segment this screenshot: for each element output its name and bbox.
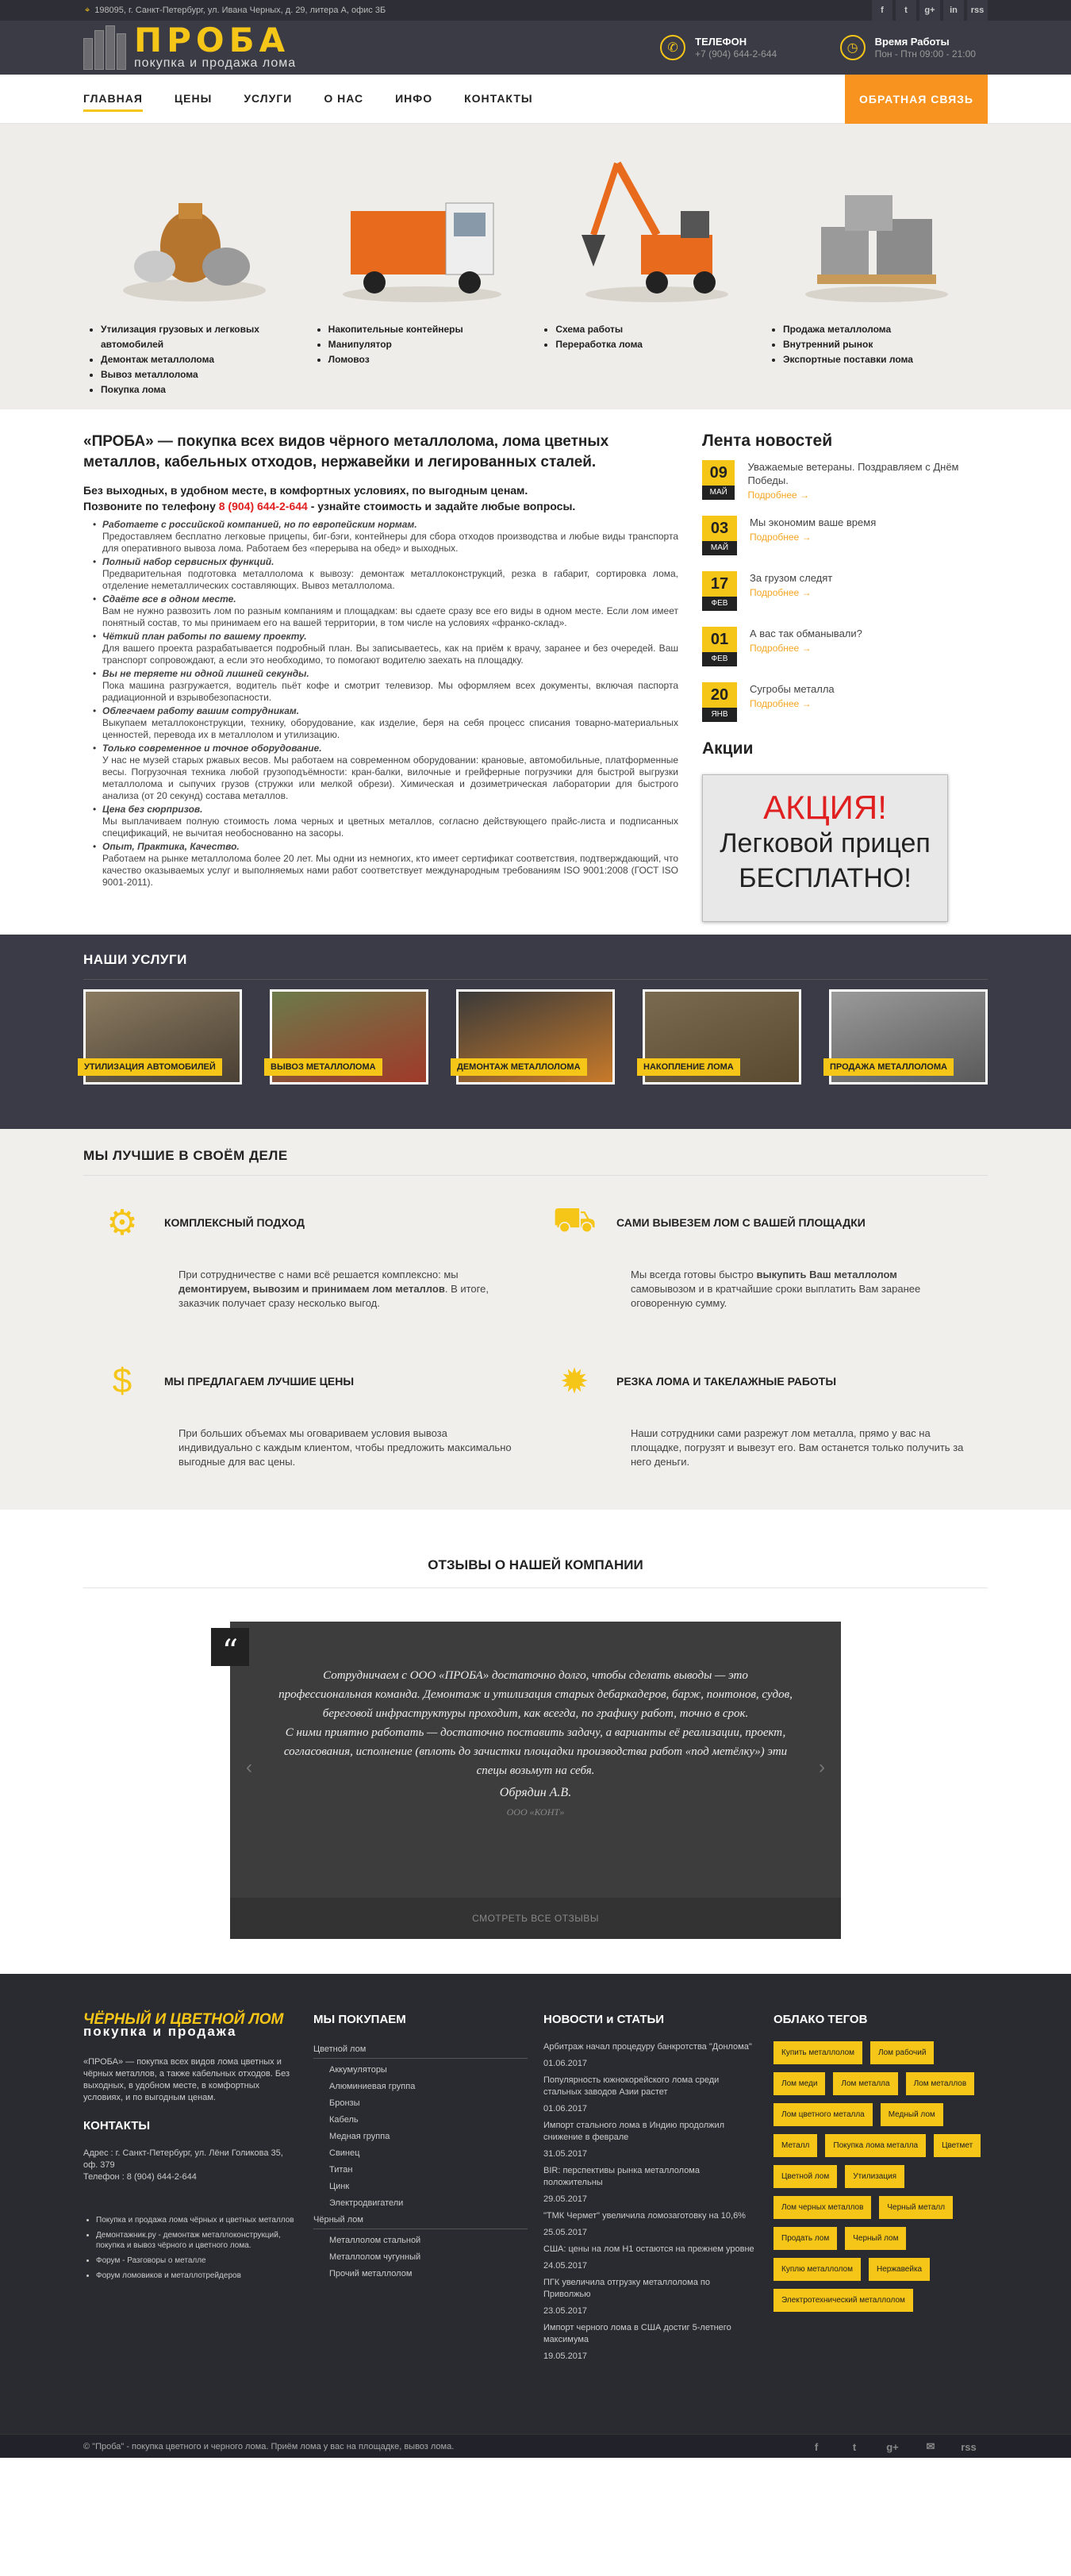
news-month: ФЕВ: [702, 652, 737, 666]
news-month: ФЕВ: [702, 597, 737, 611]
phone-icon: ✆: [660, 35, 685, 60]
footer-news-item[interactable]: [543, 2322, 758, 2363]
feature-desc: Работаем на рынке металлолома более 20 лет. Мы одни из немногих, кто имеет сертификат соответствия, подтверждающий, что качество оказываемых услуг и выполняемых нами работ соответствует международным требованиям ISO 9001:2008 (ГОСТ ISO 9001-2011).: [102, 853, 678, 888]
buy-category[interactable]: Чёрный лом: [313, 2212, 528, 2229]
news-more-link[interactable]: Подробнее →: [750, 698, 812, 709]
buy-item[interactable]: Металлолом стальной: [329, 2236, 421, 2245]
best-item-text: [631, 1426, 964, 1469]
tag[interactable]: Черный металл: [879, 2196, 953, 2219]
lead-phone[interactable]: 8 (904) 644-2-644: [218, 500, 308, 513]
footer-buy: [313, 2014, 528, 2367]
feature-desc: Пока машина разгружается, водитель пьёт кофе и смотрит телевизор. Мы оформляем всех документы, включая паспорта радиационной и взрывобезопасности.: [102, 680, 678, 703]
best-text-part: самовывозом и в кратчайшие сроки выплатить Вам заранее оговоренную сумму.: [631, 1283, 921, 1309]
service-card[interactable]: [456, 989, 615, 1085]
best-grid: [83, 1200, 988, 1517]
sidebar: [702, 432, 988, 922]
service-label: ПРОДАЖА МЕТАЛЛОЛОМА: [823, 1058, 954, 1076]
best-item: [536, 1358, 988, 1517]
services-section: [0, 935, 1071, 1129]
footer-news-date: 19.05.2017: [543, 2351, 588, 2361]
address-text: 198095, г. Санкт-Петербург, ул. Ивана Черных, д. 29, литера А, офис 3Б: [94, 6, 386, 15]
best-text-part: Мы всегда готовы быстро: [631, 1269, 757, 1280]
news-item[interactable]: [702, 460, 988, 501]
main-content: [83, 432, 678, 922]
google-plus-icon[interactable]: g+: [919, 0, 940, 21]
tag[interactable]: Купить металлолом: [774, 2041, 862, 2064]
features-list: [83, 519, 678, 889]
hero-link[interactable]: • Накопительные контейнеры: [328, 322, 533, 337]
feature-title: • Только современное и точное оборудование.: [102, 743, 322, 754]
linkedin-icon[interactable]: in: [943, 0, 964, 21]
lead-text: [83, 482, 678, 514]
footer-news-date: 29.05.2017: [543, 2194, 588, 2204]
pallets-image: [766, 140, 988, 306]
best-item-text: [178, 1426, 512, 1469]
main-nav: [0, 75, 1071, 124]
hero-link[interactable]: • Утилизация грузовых и легковых автомобилей: [101, 322, 305, 352]
best-section: [0, 1129, 1071, 1510]
saw-icon: ✹: [559, 1361, 589, 1401]
main-section: [0, 409, 1071, 922]
topbar: [0, 0, 1071, 21]
nav-prices[interactable]: ЦЕНЫ: [174, 91, 213, 105]
footer-news-title: НОВОСТИ и СТАТЬИ: [543, 2013, 665, 2026]
google-plus-icon[interactable]: g+: [886, 2440, 899, 2453]
nav-services[interactable]: УСЛУГИ: [244, 91, 293, 105]
services-row: [83, 989, 988, 1085]
best-item-text: [178, 1268, 512, 1311]
footer-tags: [774, 2014, 988, 2367]
best-text-part: При сотрудничестве с нами всё решается комплексно: мы: [178, 1269, 459, 1280]
footer-news-item[interactable]: [543, 2244, 758, 2272]
best-text-part: При больших объемах мы оговариваем условия вывоза индивидуально с каждым клиентом, чтобы предложить максимально выгодные для вас цены.: [178, 1427, 512, 1468]
buy-item[interactable]: Свинец: [329, 2148, 360, 2158]
footer-news-item[interactable]: [543, 2165, 758, 2206]
tag[interactable]: Лом рабочий: [870, 2041, 934, 2064]
footer-about-text: «ПРОБА» — покупка всех видов лома цветных и чёрных металлов, а также кабельных отходов. Без выходных, в удобном месте, в комфортных условиях, и по выгодным ценам.: [83, 2057, 290, 2102]
review-text: [230, 1622, 841, 1822]
hero-link[interactable]: • Ломовоз: [328, 352, 533, 367]
feature-desc: У нас не музей старых ржавых весов. Мы работаем на современном оборудовании: крановые, автомобильные, платформенные весы. Погрузочная техника любой грузоподъёмности: кран-балки, вилочные и грейферные погрузчики для быстрой выгрузки металлолома и сыпучих грузов (стружки или мелкой обрези). Химическая и дозиметрическая лаборатории для быстрого анализа (от 20 секунд) состава металлов.: [102, 754, 678, 801]
tag-cloud: [774, 2041, 988, 2312]
news-text: Уважаемые ветераны. Поздравляем с Днём Победы.: [747, 461, 959, 486]
promo-line-2: Легковой прицеп: [720, 828, 931, 858]
feature-title: • Сдаёте все в одном месте.: [102, 593, 236, 605]
facebook-icon[interactable]: f: [872, 0, 892, 21]
hero-link[interactable]: • Демонтаж металлолома: [101, 352, 305, 367]
footer-news-text: "ТМК Чермет" увеличила ломозаготовку на 10,6%: [543, 2211, 746, 2221]
tag[interactable]: Лом цветного металла: [774, 2103, 873, 2126]
best-text-bold: демонтируем, вывозим и принимаем лом металлов: [178, 1283, 445, 1295]
tag[interactable]: Покупка лома металла: [825, 2134, 926, 2157]
promo-line-1: АКЦИЯ!: [763, 789, 887, 826]
footer-news-item[interactable]: [543, 2041, 758, 2070]
footer-logo-sub: покупка и продажа: [83, 2024, 237, 2039]
footer-buy-title: МЫ ПОКУПАЕМ: [313, 2013, 406, 2026]
review-slider: [221, 1622, 841, 1939]
best-text-part: Наши сотрудники сами разрежут лом металла, прямо у вас на площадке, погрузят и вывезут его. Вам останется только получить за него деньги.: [631, 1427, 964, 1468]
clock-icon: ◷: [840, 35, 866, 60]
feature-title: • Полный набор сервисных функций.: [102, 556, 274, 567]
site-logo[interactable]: [83, 21, 660, 71]
news-text: Сугробы металла: [750, 683, 835, 695]
topbar-social: [872, 0, 988, 21]
tag[interactable]: Нержавейка: [869, 2258, 930, 2281]
header-phone: [660, 35, 808, 60]
news-month: МАЙ: [702, 541, 737, 555]
feature-desc: Предоставляем бесплатно легковые прицепы, биг-бэги, контейнеры для сбора отходов производства и любые виды транспорта для оперативного вывоза лома. Работаем без «перерыва на обед» и выходных.: [102, 531, 678, 554]
footer-social: [797, 2435, 988, 2459]
topbar-address: [83, 6, 386, 16]
hours-value: Пон - Птн 09:00 - 21:00: [874, 48, 976, 60]
buy-item[interactable]: Бронзы: [329, 2098, 360, 2108]
best-item: [536, 1200, 988, 1358]
buy-item[interactable]: Кабель: [329, 2115, 359, 2125]
footer-news-date: 31.05.2017: [543, 2149, 588, 2159]
excavator-image: [538, 140, 760, 306]
footer-links: [83, 2215, 298, 2281]
dollar-icon: $: [112, 1361, 132, 1400]
best-text-bold: выкупить Ваш металлолом: [756, 1269, 897, 1280]
news-text: Мы экономим ваше время: [750, 516, 877, 528]
tag[interactable]: Металл: [774, 2134, 817, 2157]
news-more-link[interactable]: Подробнее →: [750, 532, 812, 543]
best-text-part: . В итоге, заказчик получает сразу несколько выгод.: [178, 1283, 489, 1309]
buy-item[interactable]: Электродвигатели: [329, 2198, 404, 2208]
footer-news-date: 24.05.2017: [543, 2261, 588, 2271]
footer-news-text: Арбитраж начал процедуру банкротства "Донлома": [543, 2042, 752, 2052]
feature-item: [102, 743, 678, 802]
tag[interactable]: Лом черных металлов: [774, 2196, 871, 2219]
buy-item[interactable]: Металлолом чугунный: [329, 2252, 421, 2262]
logo-bars-icon: [83, 25, 126, 70]
footer-link[interactable]: • Покупка и продажа лома чёрных и цветных металлов: [96, 2215, 298, 2225]
footer-news-text: США: цены на лом Н1 остаются на прежнем уровне: [543, 2244, 754, 2254]
feature-desc: Предварительная подготовка металлолома к вывозу: демонтаж металлоконструкций, резка в габарит, сортировка лома, отделение неметаллических составляющих. Вывоз металлолома.: [102, 568, 678, 591]
best-title: МЫ ЛУЧШИЕ В СВОЁМ ДЕЛЕ: [83, 1148, 988, 1176]
feature-title: • Чёткий план работы по вашему проекту.: [102, 631, 307, 642]
news-more-link[interactable]: Подробнее →: [750, 643, 812, 654]
feature-desc: Выкупаем металлоконструкции, технику, оборудование, как изделие, беря на себя процесс списания товарно-материальных ценностей, перевода их в металлолом и утилизацию.: [102, 717, 678, 740]
news-day: 20: [702, 682, 737, 708]
footer-contacts-title: КОНТАКТЫ: [83, 2119, 151, 2133]
footer: [0, 1974, 1071, 2434]
quote-icon: “: [211, 1628, 249, 1666]
feature-title: • Облегчаем работу вашим сотрудникам.: [102, 705, 300, 716]
feature-item: [102, 556, 678, 592]
buy-item[interactable]: Прочий металлолом: [329, 2269, 413, 2278]
hero-link[interactable]: • Продажа металлолома: [783, 322, 988, 337]
tag[interactable]: Лом меди: [774, 2072, 825, 2095]
buy-item[interactable]: Аккумуляторы: [329, 2065, 387, 2075]
news-more-link[interactable]: Подробнее →: [747, 489, 810, 501]
service-label: ВЫВОЗ МЕТАЛЛОЛОМА: [264, 1058, 382, 1076]
tag[interactable]: Цветной лом: [774, 2165, 837, 2188]
news-day: 03: [702, 516, 737, 541]
news-text: А вас так обманывали?: [750, 628, 862, 639]
service-card[interactable]: [270, 989, 428, 1085]
feature-desc: Мы выплачиваем полную стоимость лома черных и цветных металлов, согласно действующего прайс-листа и подписанных спецификаций, не вычитая необоснованно на засоры.: [102, 816, 678, 839]
footer-link[interactable]: • Форум ломовиков и металлотрейдеров: [96, 2271, 298, 2281]
news-day: 01: [702, 627, 737, 652]
tag[interactable]: Цветмет: [934, 2134, 981, 2157]
footer-phone[interactable]: Телефон : 8 (904) 644-2-644: [83, 2172, 197, 2182]
all-reviews-button[interactable]: СМОТРЕТЬ ВСЕ ОТЗЫВЫ: [230, 1898, 841, 1939]
buy-category[interactable]: Цветной лом: [313, 2041, 528, 2059]
news-item[interactable]: [702, 682, 988, 724]
page-title: «ПРОБА» — покупка всех видов чёрного металлолома, лома цветных металлов, кабельных отходов, нержавейки и легированных сталей.: [83, 433, 609, 470]
logo-subtitle: покупка и продажа лома: [134, 56, 297, 70]
footer-news-text: ПГК увеличила отгрузку металлолома по Приволжью: [543, 2278, 710, 2299]
buy-item[interactable]: Алюминиевая группа: [329, 2082, 416, 2091]
footer-news-item[interactable]: [543, 2210, 758, 2239]
footer-news-date: 01.06.2017: [543, 2059, 588, 2068]
promo-title: Акции: [702, 739, 754, 758]
footer-news: [543, 2014, 758, 2367]
crane-truck-icon: ⛟: [552, 1200, 597, 1239]
review-company: ООО «КОНТ»: [506, 1806, 565, 1818]
news-month: ЯНВ: [702, 708, 737, 722]
review-author: Обрядин А.В.: [499, 1786, 572, 1799]
logo-title: ПРОБА: [134, 21, 290, 60]
feature-desc: Для вашего проекта разрабатывается подробный план. Вы записываетесь, как на приём к врачу, заранее и без очередей. Ваш транспорт сопровождают, а если это необходимо, то помогают водителю заехать на площадку.: [102, 643, 678, 666]
service-label: НАКОПЛЕНИЕ ЛОМА: [637, 1058, 740, 1076]
feature-title: • Работаете с российской компанией, но по европейским нормам.: [102, 519, 417, 530]
menu: [83, 87, 845, 112]
lead-ask-text: - узнайте стоимость и задайте любые вопросы.: [307, 500, 576, 513]
feature-item: [102, 593, 678, 629]
tag[interactable]: Медный лом: [881, 2103, 943, 2126]
tag[interactable]: Продать лом: [774, 2227, 837, 2250]
rss-icon[interactable]: rss: [967, 0, 988, 21]
feature-item: [102, 804, 678, 839]
feature-title: • Вы не теряете ни одной лишней секунды.: [102, 668, 309, 679]
truck-image: [311, 140, 533, 306]
lead-line-1: Без выходных, в удобном месте, в комфортных условиях, по выгодным ценам.: [83, 484, 528, 497]
feature-title: • Опыт, Практика, Качество.: [102, 841, 240, 852]
footer-news-item[interactable]: [543, 2277, 758, 2317]
hero-link[interactable]: • Покупка лома: [101, 382, 305, 397]
footer-news-date: 01.06.2017: [543, 2104, 588, 2113]
header-hours: [840, 35, 988, 60]
news-item[interactable]: [702, 571, 988, 612]
service-label: УТИЛИЗАЦИЯ АВТОМОБИЛЕЙ: [78, 1058, 222, 1076]
footer-news-item[interactable]: [543, 2120, 758, 2160]
lead-call-text: Позвоните по телефону: [83, 500, 219, 513]
hero-link[interactable]: • Внутренний рынок: [783, 337, 988, 352]
best-item-title: РЕЗКА ЛОМА И ТАКЕЛАЖНЫЕ РАБОТЫ: [616, 1375, 837, 1388]
feature-item: [102, 519, 678, 555]
hero-col-1: [83, 140, 305, 397]
footer-tags-title: ОБЛАКО ТЕГОВ: [774, 2013, 868, 2026]
feedback-button[interactable]: ОБРАТНАЯ СВЯЗЬ: [845, 75, 988, 124]
footer-link[interactable]: • Форум - Разговоры о металле: [96, 2255, 298, 2266]
footer-link[interactable]: • Демонтажник.ру - демонтаж металлоконструкций, покупка и вывоз чёрного и цветного лома.: [96, 2230, 298, 2251]
service-card[interactable]: [83, 989, 242, 1085]
service-card[interactable]: [829, 989, 988, 1085]
buy-item[interactable]: Цинк: [329, 2182, 350, 2191]
tag[interactable]: Куплю металлолом: [774, 2258, 861, 2281]
service-card[interactable]: [643, 989, 801, 1085]
mail-icon[interactable]: ✉: [926, 2440, 935, 2452]
footer-bottom: [0, 2434, 1071, 2458]
nav-info[interactable]: ИНФО: [395, 91, 433, 105]
hero-link[interactable]: • Переработка лома: [555, 337, 760, 352]
copyright: © "Проба" - покупка цветного и черного лома. Приём лома у вас на площадке, вывоз лома.: [83, 2442, 455, 2451]
hero: [0, 124, 1071, 409]
hero-link[interactable]: • Схема работы: [555, 322, 760, 337]
promo-banner[interactable]: [702, 774, 948, 922]
phone-label: ТЕЛЕФОН: [695, 36, 747, 48]
feature-item: [102, 668, 678, 704]
phone-number[interactable]: +7 (904) 644-2-644: [695, 48, 777, 60]
news-item[interactable]: [702, 627, 988, 668]
rss-icon[interactable]: rss: [961, 2440, 977, 2453]
promo-line-3: БЕСПЛАТНО!: [739, 863, 912, 893]
footer-news-text: Популярность южнокорейского лома среди стальных заводов Азии растет: [543, 2075, 720, 2097]
news-item[interactable]: [702, 516, 988, 557]
best-item: [83, 1200, 536, 1358]
next-arrow-icon[interactable]: ›: [819, 1756, 825, 1778]
footer-news-text: Импорт стального лома в Индию продолжил снижение в феврале: [543, 2121, 725, 2142]
best-item-text: [631, 1268, 964, 1311]
tag[interactable]: Лом металлов: [906, 2072, 975, 2095]
news-month: МАЙ: [702, 486, 735, 500]
footer-news-text: Импорт черного лома в США достиг 5-летнего максимума: [543, 2323, 731, 2344]
best-item-title: САМИ ВЫВЕЗЕМ ЛОМ С ВАШЕЙ ПЛОЩАДКИ: [616, 1216, 866, 1229]
tag[interactable]: Электротехнический металлолом: [774, 2289, 913, 2312]
tag[interactable]: Утилизация: [845, 2165, 904, 2188]
samovar-scrap-image: [83, 140, 305, 306]
footer-news-text: BIR: перспективы рынка металлолома положительны: [543, 2166, 700, 2187]
buy-item[interactable]: Медная группа: [329, 2132, 390, 2141]
twitter-icon[interactable]: t: [852, 2440, 857, 2453]
tag[interactable]: Лом металла: [833, 2072, 897, 2095]
reviews-title: ОТЗЫВЫ О НАШЕЙ КОМПАНИИ: [83, 1557, 988, 1588]
nav-contacts[interactable]: КОНТАКТЫ: [464, 91, 533, 105]
hero-link[interactable]: • Манипулятор: [328, 337, 533, 352]
hero-col-4: [766, 140, 988, 397]
feature-title: • Цена без сюрпризов.: [102, 804, 203, 815]
location-pin-icon: ⌖: [85, 5, 90, 15]
hero-link[interactable]: • Экспортные поставки лома: [783, 352, 988, 367]
prev-arrow-icon[interactable]: ‹: [246, 1756, 252, 1778]
footer-logo-title: ЧЁРНЫЙ И ЦВЕТНОЙ ЛОМ: [83, 2011, 284, 2028]
nav-home[interactable]: ГЛАВНАЯ: [83, 87, 143, 112]
service-label: ДЕМОНТАЖ МЕТАЛЛОЛОМА: [451, 1058, 587, 1076]
news-more-link[interactable]: Подробнее →: [750, 587, 812, 598]
buy-item[interactable]: Титан: [329, 2165, 353, 2175]
twitter-icon[interactable]: t: [896, 0, 916, 21]
feature-item: [102, 631, 678, 666]
feature-desc: Вам не нужно развозить лом по разным компаниям и площадкам: вы сдаете сразу все его виды в одном месте. Если лом имеет понятный состав, то мы принимаем его на вашей территории, в том числе на условиях «франко-склад».: [102, 605, 678, 628]
news-day: 09: [702, 460, 735, 486]
feature-item: [102, 841, 678, 889]
news-day: 17: [702, 571, 737, 597]
lead-line-2: [83, 498, 678, 514]
best-item-title: КОМПЛЕКСНЫЙ ПОДХОД: [164, 1216, 305, 1229]
hero-col-2: [311, 140, 533, 397]
news-text: За грузом следят: [750, 572, 833, 584]
footer-about: [83, 2011, 298, 2367]
reviews-section: [0, 1510, 1071, 1974]
tag[interactable]: Черный лом: [845, 2227, 906, 2250]
best-item-title: МЫ ПРЕДЛАГАЕМ ЛУЧШИЕ ЦЕНЫ: [164, 1375, 355, 1388]
best-item: [83, 1358, 536, 1517]
review-paragraph: С ними приятно работать — достаточно поставить задачу, а варианты её реализации, проект, согласования, исполнение (вплоть до зачистки площадки производства работ «под метёлку») эти спецы возьмут на себя.: [283, 1726, 788, 1777]
feature-item: [102, 705, 678, 741]
footer-address: Адрес : г. Санкт-Петербург, ул. Лёни Голикова 35, оф. 379: [83, 2148, 283, 2170]
nav-about[interactable]: О НАС: [324, 91, 364, 105]
hero-col-3: [538, 140, 760, 397]
review-paragraph: Сотрудничаем с ООО «ПРОБА» достаточно долго, чтобы сделать выводы — это профессиональная команда. Демонтаж и утилизация старых дебаркадеров, барж, понтонов, судов, береговой инфраструктуры проходит, как всегда, по графику работ, точно в срок.: [278, 1669, 793, 1720]
gear-worker-icon: ⚙: [106, 1203, 138, 1242]
footer-news-date: 23.05.2017: [543, 2306, 588, 2316]
hours-label: Время Работы: [874, 36, 950, 48]
facebook-icon[interactable]: f: [814, 2440, 819, 2453]
news-feed-title: Лента новостей: [702, 432, 833, 450]
header: [0, 21, 1071, 75]
services-title: НАШИ УСЛУГИ: [83, 952, 988, 980]
hero-link[interactable]: • Вывоз металлолома: [101, 367, 305, 382]
footer-news-item[interactable]: [543, 2075, 758, 2115]
footer-news-date: 25.05.2017: [543, 2228, 588, 2237]
